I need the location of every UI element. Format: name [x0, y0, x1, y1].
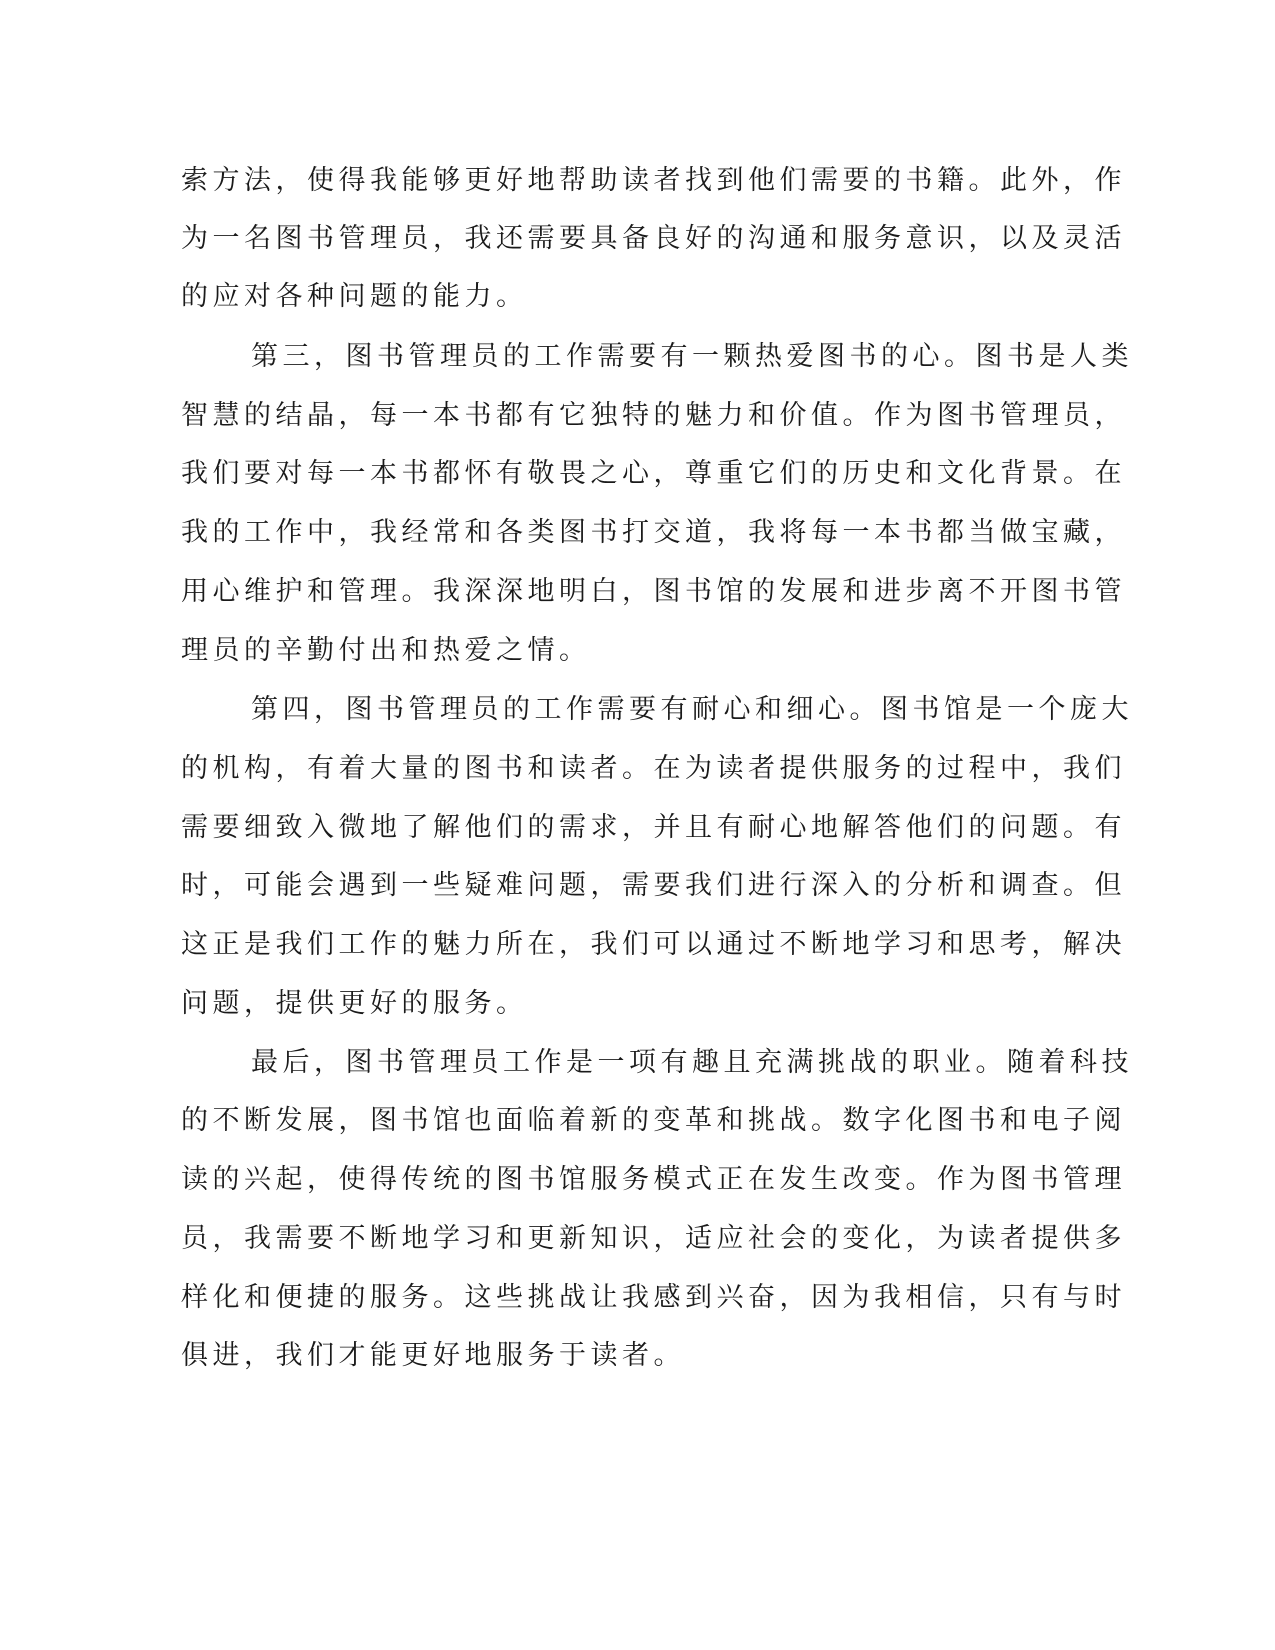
text-line: 的机构，有着大量的图书和读者。在为读者提供服务的过程中，我们: [181, 753, 1126, 784]
text-line: 员，我需要不断地学习和更新知识，适应社会的变化，为读者提供多: [181, 1223, 1126, 1254]
text-line: 智慧的结晶，每一本书都有它独特的魅力和价值。作为图书管理员，: [181, 400, 1126, 431]
text-line: 的不断发展，图书馆也面临着新的变革和挑战。数字化图书和电子阅: [181, 1105, 1126, 1136]
text-line: 样化和便捷的服务。这些挑战让我感到兴奋，因为我相信，只有与时: [181, 1282, 1126, 1313]
text-line: 俱进，我们才能更好地服务于读者。: [181, 1340, 685, 1371]
text-line: 问题，提供更好的服务。: [181, 988, 528, 1019]
text-line: 需要细致入微地了解他们的需求，并且有耐心地解答他们的问题。有: [181, 812, 1126, 843]
text-line: 时，可能会遇到一些疑难问题，需要我们进行深入的分析和调查。但: [181, 870, 1126, 901]
paragraph-first-line: 最后，图书管理员工作是一项有趣且充满挑战的职业。随着科技: [251, 1047, 1133, 1078]
text-line: 的应对各种问题的能力。: [181, 281, 528, 312]
text-line: 为一名图书管理员，我还需要具备良好的沟通和服务意识，以及灵活: [181, 223, 1126, 254]
text-line: 读的兴起，使得传统的图书馆服务模式正在发生改变。作为图书管理: [181, 1164, 1126, 1195]
text-line: 我的工作中，我经常和各类图书打交道，我将每一本书都当做宝藏，: [181, 517, 1126, 548]
paragraph-first-line: 第四，图书管理员的工作需要有耐心和细心。图书馆是一个庞大: [251, 694, 1133, 725]
text-line: 理员的辛勤付出和热爱之情。: [181, 635, 591, 666]
paragraph-first-line: 第三，图书管理员的工作需要有一颗热爱图书的心。图书是人类: [251, 341, 1133, 372]
text-line: 索方法，使得我能够更好地帮助读者找到他们需要的书籍。此外，作: [181, 165, 1126, 196]
text-line: 我们要对每一本书都怀有敬畏之心，尊重它们的历史和文化背景。在: [181, 458, 1126, 489]
text-line: 这正是我们工作的魅力所在，我们可以通过不断地学习和思考，解决: [181, 929, 1126, 960]
text-line: 用心维护和管理。我深深地明白，图书馆的发展和进步离不开图书管: [181, 576, 1126, 607]
